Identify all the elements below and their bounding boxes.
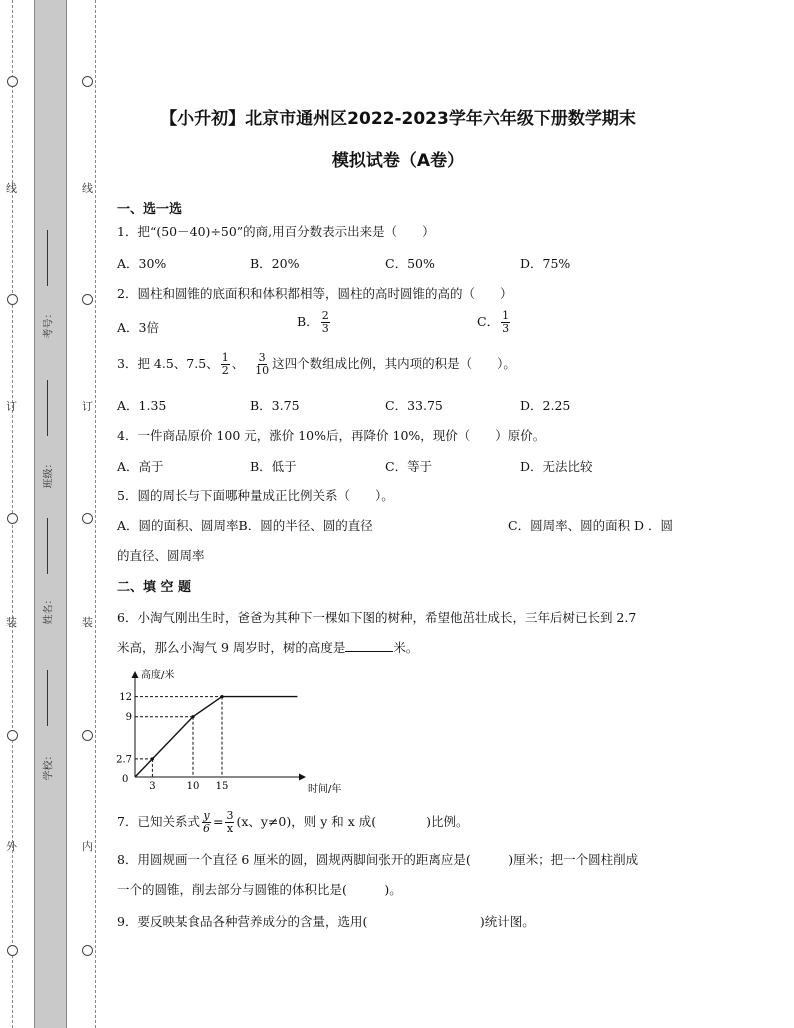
fraction: [254, 352, 270, 377]
class-underline: [47, 380, 48, 436]
option-b-label: B．: [297, 314, 319, 329]
data-point: [151, 757, 154, 760]
fraction-denominator: 10: [255, 364, 270, 377]
binding-hole: [82, 513, 93, 524]
exam-number-label: 考号：: [43, 308, 55, 339]
origin-label: 0: [122, 774, 129, 785]
y-tick-label: 2.7: [116, 754, 132, 766]
question-7: [117, 810, 469, 835]
margin-char-outer: 外: [6, 840, 17, 853]
y-axis-label: 高度/米: [141, 670, 175, 681]
fraction: [501, 310, 510, 335]
fraction-numerator: 2: [321, 309, 329, 322]
option-d: D．2.25: [520, 398, 571, 413]
fraction-numerator: 1: [502, 309, 510, 322]
answer-blank: [345, 639, 393, 652]
question-1: 1．把“(50－40)÷50”的商,用百分数表示出来是（ ）: [117, 224, 435, 239]
fraction-denominator: x: [226, 822, 234, 835]
option-b: B．20%: [250, 256, 300, 271]
q3-separator: 、: [231, 356, 245, 371]
binding-hole: [82, 294, 93, 305]
fraction-denominator: 3: [502, 322, 510, 335]
option-c-label: C．: [477, 314, 500, 329]
fraction: [321, 310, 330, 335]
section-heading: 一、选一选: [117, 202, 183, 217]
x-axis-label: 时间/年: [308, 784, 342, 795]
class-label: 班级：: [43, 458, 55, 489]
option-c: C．33.75: [385, 398, 443, 413]
option-d: D．75%: [520, 256, 571, 271]
option-c: [477, 310, 512, 335]
question-4: 4．一件商品原价 100 元，涨价 10%后，再降价 10%，现价（ ）原价。: [117, 428, 546, 443]
x-tick-label: 10: [186, 781, 200, 792]
q5-options-line1a: A．圆的面积、圆周率B．圆的半径、圆的直径: [117, 518, 373, 533]
option-a: A．1.35: [117, 398, 167, 413]
q3-suffix: 这四个数组成比例，其内项的积是（ ）。: [272, 356, 516, 371]
question-9: 9．要反映某食品各种营养成分的含量，选用( )统计图。: [117, 914, 535, 929]
binding-hole: [82, 730, 93, 741]
question-5: 5．圆的周长与下面哪种量成正比例关系（ ）。: [117, 488, 394, 503]
series-line: [135, 697, 297, 777]
margin-char-inner: 装: [82, 616, 93, 629]
question-8-line1: 8．用圆规画一个直径 6 厘米的圆，圆规两脚间张开的距离应是( )厘米；把一个圆柱削成: [117, 852, 639, 867]
page-title-line2: 模拟试卷（A卷）: [331, 151, 465, 171]
q7-suffix: (x、y≠0)，则 y 和 x 成( )比例。: [236, 814, 469, 829]
question-6-line2: [117, 638, 418, 656]
option-a: A．30%: [117, 256, 167, 271]
q3-prefix: 3．把 4.5、7.5、: [117, 356, 219, 371]
question-2: 2．圆柱和圆锥的底面积和体积都相等，圆柱的高时圆锥的高的（ ）: [117, 286, 513, 301]
binding-hole: [82, 76, 93, 87]
inner-cut-line: [95, 0, 96, 1028]
school-label: 学校：: [43, 750, 55, 781]
y-tick-label: 9: [125, 712, 132, 724]
data-point: [191, 715, 194, 718]
binding-hole: [7, 76, 18, 87]
data-point: [220, 695, 223, 698]
option-a: A．高于: [117, 459, 164, 474]
margin-char-inner: 订: [82, 400, 93, 413]
q6-prefix: 米高，那么小淘气 9 周岁时，树的高度是: [117, 640, 346, 655]
page-title-line1: 【小升初】北京市通州区2022-2023学年六年级下册数学期末: [160, 109, 636, 129]
binding-bar: [34, 0, 67, 1028]
y-tick-label: 12: [119, 692, 132, 704]
name-underline: [47, 518, 48, 574]
margin-char-outer: 装: [6, 616, 17, 629]
binding-hole: [7, 294, 18, 305]
margin-char-inner: 线: [82, 182, 93, 195]
margin-char-inner: 内: [82, 840, 93, 853]
question-3: [117, 352, 516, 377]
fraction: [225, 810, 234, 835]
option-a: A．3倍: [117, 320, 159, 335]
q5-options-line1b: C．圆周率、圆的面积 D ．圆: [508, 518, 674, 533]
question-6-line1: 6．小淘气刚出生时，爸爸为其种下一棵如下图的树种，希望他茁壮成长，三年后树已长到 2.7: [117, 610, 637, 625]
q6-suffix: 米。: [393, 640, 419, 655]
binding-hole: [7, 945, 18, 956]
fraction-numerator: y: [203, 809, 210, 822]
option-b: [297, 310, 332, 335]
school-underline: [47, 670, 48, 726]
fraction-numerator: 3: [226, 809, 234, 822]
x-tick-label: 15: [215, 781, 229, 792]
fraction-numerator: 3: [258, 351, 266, 364]
fraction-numerator: 1: [221, 351, 229, 364]
fraction-denominator: 6: [202, 822, 210, 835]
section-heading: 二、填 空 题: [117, 580, 192, 595]
option-c: C．50%: [385, 256, 435, 271]
name-label: 姓名：: [43, 594, 55, 625]
option-d: D．无法比较: [520, 459, 593, 474]
binding-hole: [7, 513, 18, 524]
option-b: B．3.75: [250, 398, 300, 413]
fraction-denominator: 3: [321, 322, 329, 335]
x-tick-label: 3: [149, 781, 156, 792]
binding-hole: [7, 730, 18, 741]
binding-hole: [82, 945, 93, 956]
q7-equals: =: [212, 814, 224, 829]
margin-char-outer: 线: [6, 182, 17, 195]
option-b: B．低于: [250, 459, 297, 474]
tree-height-chart: [110, 662, 350, 798]
q5-options-line2: 的直径、圆周率: [117, 548, 205, 563]
option-c: C．等于: [385, 459, 433, 474]
fraction-denominator: 2: [221, 364, 229, 377]
q7-prefix: 7．已知关系式: [117, 814, 200, 829]
exam-number-underline: [47, 230, 48, 286]
fraction: [202, 810, 211, 835]
margin-char-outer: 订: [6, 400, 17, 413]
question-8-line2: 一个的圆锥，削去部分与圆锥的体积比是( )。: [117, 882, 402, 897]
fraction: [221, 352, 230, 377]
